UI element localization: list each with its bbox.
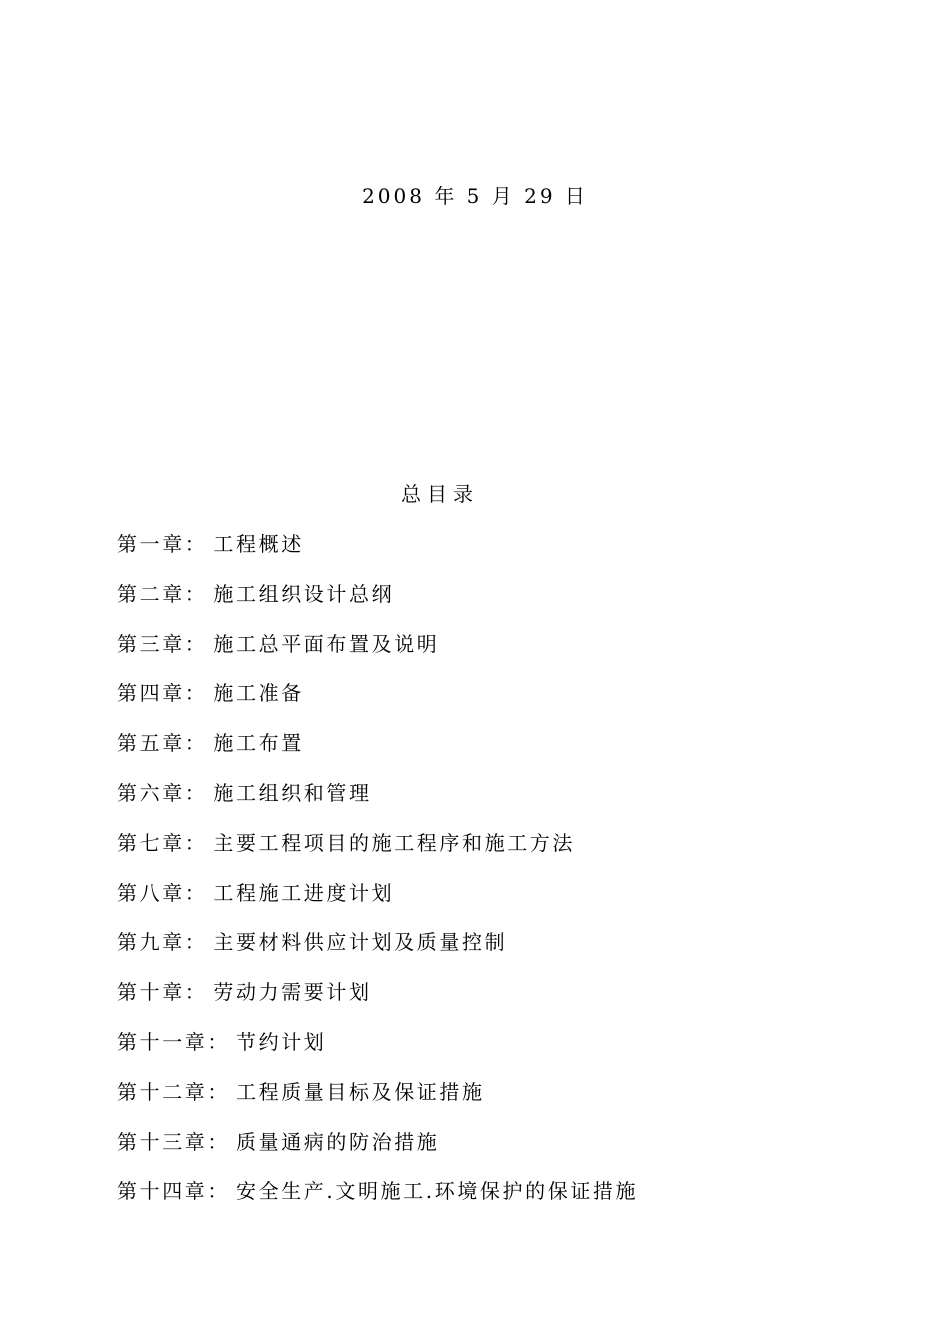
toc-chapter-number: 第五章： [117,731,208,756]
toc-item-chapter-8 [117,879,638,929]
toc-chapter-title: 工程施工进度计划 [213,880,395,905]
toc-item-chapter-7 [117,829,638,879]
toc-item-chapter-13 [117,1128,638,1178]
toc-chapter-title: 施工组织设计总纲 [213,581,395,606]
toc-chapter-title: 施工布置 [213,731,304,756]
toc-chapter-title: 节约计划 [236,1029,327,1054]
toc-item-chapter-9 [117,928,638,978]
toc-chapter-title: 质量通病的防治措施 [236,1129,440,1154]
toc-chapter-number: 第十四章： [117,1179,230,1204]
toc-chapter-number: 第六章： [117,780,208,805]
toc-chapter-number: 第十三章： [117,1129,230,1154]
table-of-contents [117,530,638,1227]
toc-item-chapter-5 [117,729,638,779]
toc-chapter-title: 工程质量目标及保证措施 [236,1079,485,1104]
toc-chapter-number: 第十一章： [117,1029,230,1054]
toc-chapter-title: 主要工程项目的施工程序和施工方法 [213,830,576,855]
toc-item-chapter-14 [117,1177,638,1227]
toc-item-chapter-6 [117,779,638,829]
toc-item-chapter-4 [117,679,638,729]
toc-chapter-number: 第一章： [117,532,208,556]
toc-item-chapter-1 [117,530,638,580]
toc-chapter-number: 第八章： [117,880,208,905]
toc-chapter-number: 第七章： [117,830,208,855]
toc-chapter-title: 施工总平面布置及说明 [213,631,440,656]
toc-chapter-title: 施工准备 [213,681,304,706]
toc-item-chapter-3 [117,630,638,680]
toc-chapter-title: 安全生产.文明施工.环境保护的保证措施 [236,1179,639,1204]
toc-chapter-title: 劳动力需要计划 [213,980,372,1005]
toc-item-chapter-10 [117,978,638,1028]
toc-item-chapter-12 [117,1078,638,1128]
toc-chapter-title: 工程概述 [213,532,304,556]
toc-item-chapter-11 [117,1028,638,1078]
toc-chapter-number: 第十二章： [117,1079,230,1104]
toc-chapter-title: 主要材料供应计划及质量控制 [213,930,508,955]
toc-chapter-number: 第十章： [117,980,208,1005]
toc-chapter-number: 第九章： [117,930,208,955]
toc-item-chapter-2 [117,580,638,630]
toc-chapter-number: 第四章： [117,681,208,706]
toc-chapter-number: 第三章： [117,631,208,656]
toc-chapter-number: 第二章： [117,581,208,606]
toc-chapter-title: 施工组织和管理 [213,780,372,805]
document-date: 2008 年 5 月 29 日 [362,184,588,208]
toc-title: 总目录 [401,482,479,506]
